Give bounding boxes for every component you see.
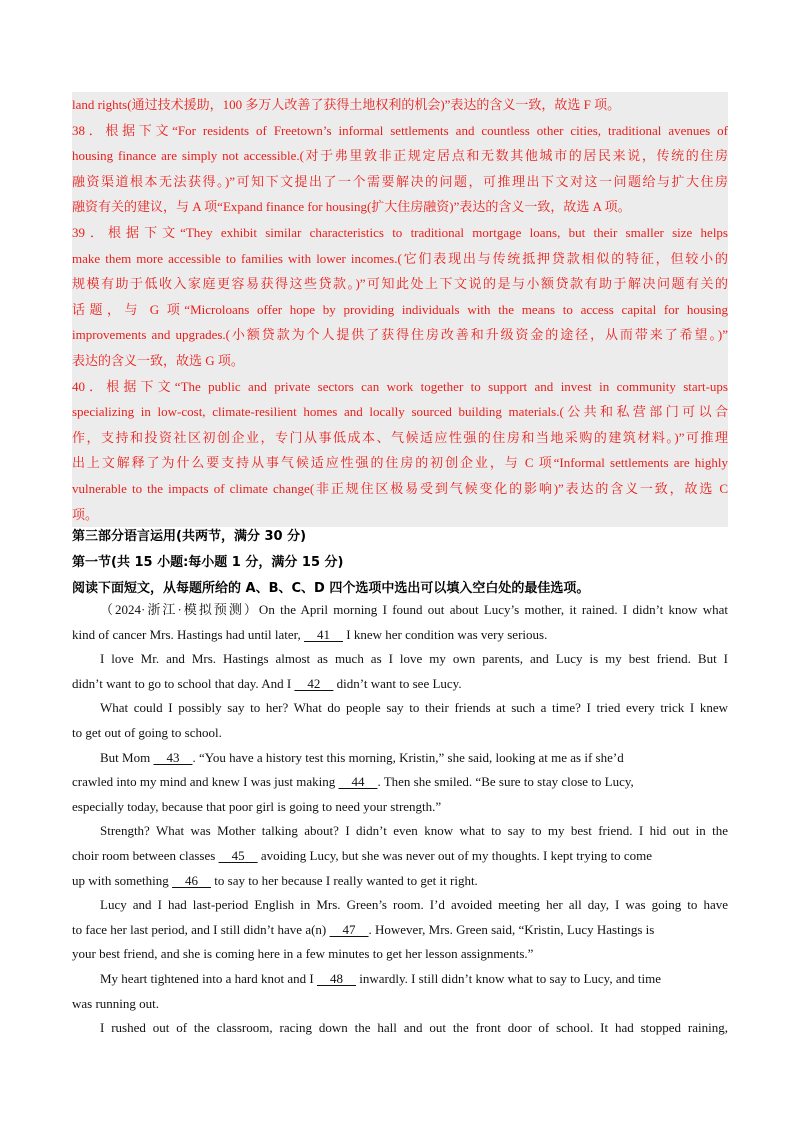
passage-line: your best friend, and she is coming here in a few minutes to get her lesson assignments.” [72,946,534,962]
answer-line: 话题，与 G 项“Microloans offer hope by providing individuals with the means to access capital for housing [72,301,728,317]
answer-line: specializing in low-cost, climate-resilient homes and locally sourced building materials.(公共和私营部门可以合 [72,404,728,420]
answer-line: 作，支持和投资社区初创企业，专门从事低成本、气候适应性强的住房和当地采购的建筑材料。)”可推理 [72,429,728,445]
answer-line: housing finance are simply not accessible.(对于弗里敦非正规定居点和无数其他城市的居民来说，传统的住房 [72,148,728,164]
passage-line: up with something 46 to say to her because I really wanted to get it right. [72,869,728,894]
blank-43[interactable]: 43 [166,749,180,765]
blank-46[interactable]: 46 [185,872,199,888]
passage-line: choir room between classes 45 avoiding Lucy, but she was never out of my thoughts. I kept trying to come [72,844,728,869]
passage-line: I love Mr. and Mrs. Hastings almost as much as I love my own parents, and Lucy is my best friend. But I [100,651,728,667]
answer-line: 40．根据下文“The public and private sectors can work together to support and invest in community start-ups [72,378,728,394]
passage-line: crawled into my mind and knew I was just making 44 . Then she smiled. “Be sure to stay close to Lucy, [72,770,728,795]
answer-line: 表达的含义一致，故选 G 项。 [72,352,244,368]
section-subtitle: 第一节(共 15 小题:每小题 1 分，满分 15 分) [72,555,344,570]
passage-line: was running out. [72,995,160,1011]
answer-line: land rights(通过技术援助，100 多万人改善了获得土地权利的机会)”表达的含义一致，故选 F 项。 [72,97,621,112]
blank-44[interactable]: 44 [351,774,365,790]
section-header [72,524,728,602]
blank-45[interactable]: 45 [231,847,245,863]
passage-line: didn’t want to go to school that day. And I 42 didn’t want to see Lucy. [72,672,728,697]
passage-line: to get out of going to school. [72,724,222,740]
answer-line: vulnerable to the impacts of climate change(非正规住区极易受到气候变化的影响)”表达的含义一致，故选 C [72,480,728,496]
passage-line: Strength? What was Mother talking about? I didn’t even know what to say to my best friend. I hid out in the [100,823,728,839]
passage-line: What could I possibly say to her? What do people say to their friends at such a time? I tried every trick I knew [100,700,728,716]
passage-line: kind of cancer Mrs. Hastings had until later, 41 I knew her condition was very serious. [72,623,728,648]
answer-line: 融资有关的建议，与 A 项“Expand finance for housing(扩大住房融资)”表达的含义一致，故选 A 项。 [72,199,631,215]
answer-line: 项。 [72,506,99,522]
passage-line: I rushed out of the classroom, racing down the hall and out the front door of school. It had stopped raining, [100,1020,728,1036]
blank-47[interactable]: 47 [342,921,356,937]
answer-line: make them more accessible to families with lower incomes.(它们表现出与传统抵押贷款相似的特征，但较小的 [72,250,728,266]
passage-line: Lucy and I had last-period English in Mrs. Green’s room. I’d avoided meeting her all day, I was going to have [100,897,728,913]
answer-line: 38．根据下文“For residents of Freetown’s informal settlements and countless other cities, traditional avenues of [72,122,728,138]
cloze-passage [72,598,728,1041]
section-instruction: 阅读下面短文，从每题所给的 A、B、C、D 四个选项中选出可以填入空白处的最佳选项。 [72,581,590,596]
answer-line: 规模有助于低收入家庭更容易获得这些贷款。)”可知此处上下文说的是与小额贷款有助于解决问题有关的 [72,276,728,292]
answer-line: 39．根据下文“They exhibit similar characteristics to traditional mortgage loans, but their smaller size helps [72,224,728,240]
answer-line: improvements and upgrades.(小额贷款为个人提供了获得住房改善和升级资金的途径，从而带来了希望。)” [72,327,728,343]
passage-line: （2024·浙江·模拟预测）On the April morning I found out about Lucy’s mother, it rained. I didn’t know what [100,602,728,617]
blank-41[interactable]: 41 [316,626,330,642]
passage-line: especially today, because that poor girl is going to need your strength.” [72,798,442,814]
passage-line: My heart tightened into a hard knot and I 48 inwardly. I still didn’t know what to say to Lucy, and time [72,967,728,992]
section-title: 第三部分语言运用(共两节，满分 30 分) [72,529,307,544]
blank-42[interactable]: 42 [307,675,321,691]
answer-line: 融资渠道根本无法获得。)”可知下文提出了一个需要解决的问题，可推理出下文对这一问题给与扩大住房 [72,173,728,189]
passage-line: But Mom 43 . “You have a history test this morning, Kristin,” she said, looking at me as if she’d [72,746,728,771]
blank-48[interactable]: 48 [329,970,343,986]
answer-explanations [72,92,728,527]
passage-line: to face her last period, and I still didn’t have a(n) 47 . However, Mrs. Green said, “Kristin, Lucy Hastings is [72,918,728,943]
answer-line: 出上文解释了为什么要支持从事气候适应性强的住房的初创企业，与 C 项“Informal settlements are highly [72,455,728,471]
